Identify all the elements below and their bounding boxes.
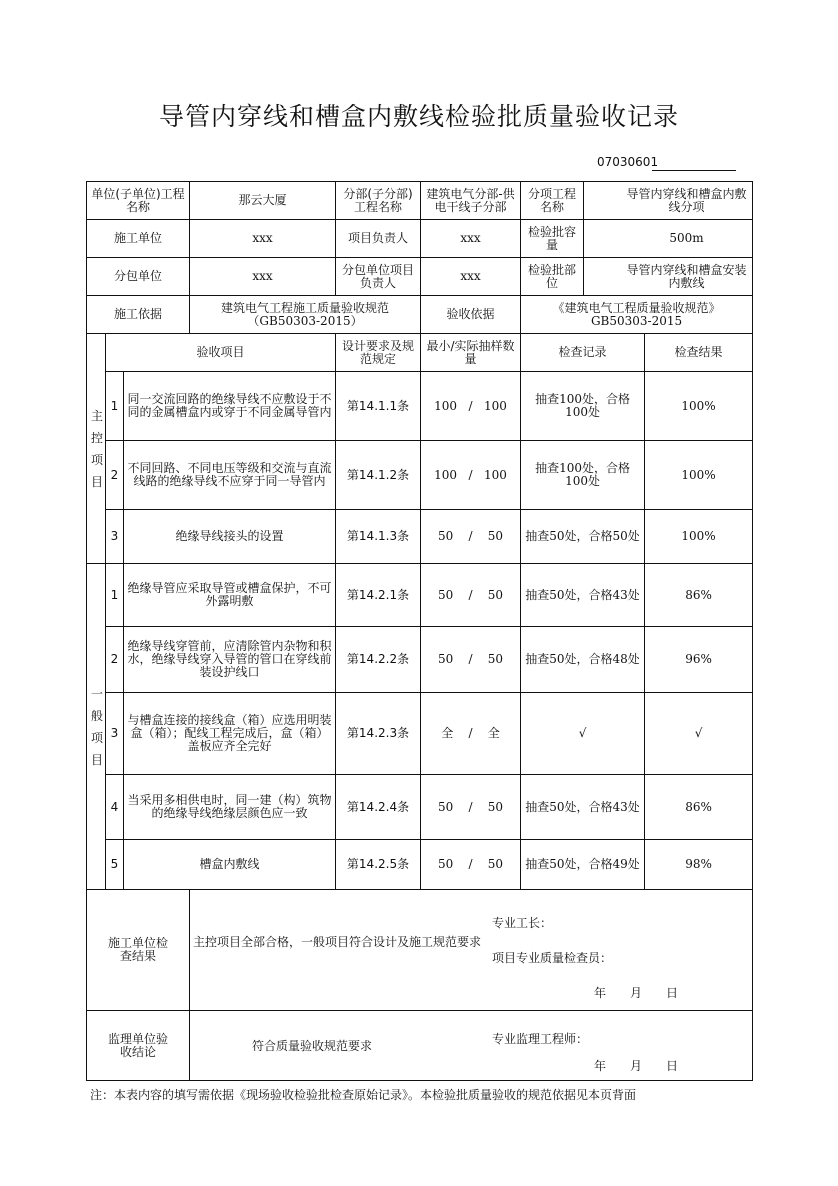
item-text: 当采用多相供电时，同一建（构）筑物的绝缘导线绝缘层颜色应一致 [124, 775, 336, 840]
table-row [87, 564, 753, 627]
item-clause: 第14.2.4条 [336, 775, 421, 840]
item-result: 100% [645, 372, 753, 441]
item-text: 绝缘导线穿管前，应清除管内杂物和积水，绝缘导线穿入导管的管口在穿线前装设护线口 [124, 627, 336, 693]
item-sample: 100 / 100 [421, 441, 521, 510]
item-sample: 50 / 50 [421, 775, 521, 840]
item-record: 抽查100处，合格100处 [521, 441, 645, 510]
supervisor-check-block [190, 1011, 753, 1081]
item-record: 抽查50处，合格48处 [521, 627, 645, 693]
capacity-label: 检验批容量 [521, 220, 584, 258]
item-text: 与槽盒连接的接线盒（箱）应选用明装盒（箱）；配线工程完成后，盒（箱）盖板应齐全完好 [124, 693, 336, 775]
unit-project-value: 那云大厦 [190, 182, 336, 220]
col-design-header: 设计要求及规范规定 [336, 334, 421, 372]
item-text: 同一交流回路的绝缘导线不应敷设于不同的金属槽盒内或穿于不同金属导管内 [124, 372, 336, 441]
contractor-label: 施工单位 [87, 220, 190, 258]
item-text: 绝缘导管应采取导管或槽盒保护，不可外露明敷 [124, 564, 336, 627]
item-record: 抽查50处，合格43处 [521, 775, 645, 840]
table-row [87, 840, 753, 890]
item-no: 3 [106, 693, 124, 775]
item-no: 4 [106, 775, 124, 840]
item-clause: 第14.2.1条 [336, 564, 421, 627]
table-row [87, 510, 753, 564]
item-record: 抽查50处，合格43处 [521, 564, 645, 627]
item-result: 100% [645, 510, 753, 564]
item-text: 绝缘导线接头的设置 [124, 510, 336, 564]
item-clause: 第14.1.3条 [336, 510, 421, 564]
item-result: 96% [645, 627, 753, 693]
item-clause: 第14.1.1条 [336, 372, 421, 441]
item-no: 1 [106, 564, 124, 627]
acceptance-basis-value: 《建筑电气工程质量验收规范》GB50303-2015 [521, 296, 753, 334]
form-code-underline [652, 170, 736, 171]
form-code: 07030601 [597, 155, 659, 169]
inspection-form [86, 181, 753, 1081]
item-sample: 50 / 50 [421, 510, 521, 564]
main-group-label: 主控项目 [87, 334, 106, 564]
supervisor-check-text: 符合质量验收规范要求 [252, 1039, 373, 1053]
acceptance-basis-label: 验收依据 [421, 296, 521, 334]
item-record: 抽查50处，合格50处 [521, 510, 645, 564]
sub-pm-label: 分包单位项目负责人 [336, 258, 421, 296]
item-sample: 50 / 50 [421, 627, 521, 693]
inspector-label: 项目专业质量检查员： [492, 951, 613, 965]
sub-pm-value: xxx [421, 258, 521, 296]
table-row [87, 693, 753, 775]
item-sample: 50 / 50 [421, 840, 521, 890]
table-row [87, 775, 753, 840]
item-sample: 100 / 100 [421, 372, 521, 441]
item-no: 3 [106, 510, 124, 564]
item-sample: 50 / 50 [421, 564, 521, 627]
capacity-value: 500m [584, 220, 753, 258]
col-record-header: 检查记录 [521, 334, 645, 372]
table-row [87, 441, 753, 510]
item-result: 86% [645, 564, 753, 627]
part-label: 检验批部位 [521, 258, 584, 296]
supervisor-check-label: 监理单位验收结论 [87, 1011, 190, 1081]
col-item-header: 验收项目 [106, 334, 336, 372]
item-clause: 第14.2.5条 [336, 840, 421, 890]
table-row [87, 372, 753, 441]
item-result: √ [645, 693, 753, 775]
unit-project-label: 单位(子单位)工程名称 [87, 182, 190, 220]
item-text: 槽盒内敷线 [124, 840, 336, 890]
contractor-check-text: 主控项目全部合格，一般项目符合设计及施工规范要求 [193, 935, 482, 949]
division-label: 分部(子分部)工程名称 [336, 182, 421, 220]
item-clause: 第14.1.2条 [336, 441, 421, 510]
item-record: 抽查50处，合格49处 [521, 840, 645, 890]
item-clause: 第14.2.2条 [336, 627, 421, 693]
division-value: 建筑电气分部-供电干线子分部 [421, 182, 521, 220]
subitem-label: 分项工程名称 [521, 182, 584, 220]
contractor-date: 年 月 日 [594, 986, 685, 1000]
item-no: 5 [106, 840, 124, 890]
item-record: √ [521, 693, 645, 775]
item-text: 不同回路、不同电压等级和交流与直流线路的绝缘导线不应穿于同一导管内 [124, 441, 336, 510]
contractor-check-label: 施工单位检查结果 [87, 890, 190, 1011]
basis-value: 建筑电气工程施工质量验收规范（GB50303-2015） [190, 296, 421, 334]
item-result: 98% [645, 840, 753, 890]
col-result-header: 检查结果 [645, 334, 753, 372]
item-no: 2 [106, 627, 124, 693]
pm-label: 项目负责人 [336, 220, 421, 258]
subcontractor-value: xxx [190, 258, 336, 296]
table-row [87, 627, 753, 693]
item-no: 1 [106, 372, 124, 441]
item-no: 2 [106, 441, 124, 510]
page-title: 导管内穿线和槽盒内敷线检验批质量验收记录 [158, 102, 679, 131]
col-sample-header: 最小/实际抽样数量 [421, 334, 521, 372]
general-group-label: 一般项目 [87, 564, 106, 890]
subcontractor-label: 分包单位 [87, 258, 190, 296]
supervisor-date: 年 月 日 [594, 1059, 685, 1073]
contractor-value: xxx [190, 220, 336, 258]
engineer-label: 专业监理工程师： [492, 1032, 589, 1046]
item-clause: 第14.2.3条 [336, 693, 421, 775]
footnote: 注：本表内容的填写需依据《现场验收检验批检查原始记录》。本检验批质量验收的规范依据见本页背面 [90, 1088, 637, 1102]
subitem-value: 导管内穿线和槽盒内敷线分项 [584, 182, 753, 220]
part-value: 导管内穿线和槽盒安装内敷线 [584, 258, 753, 296]
item-sample: 全 / 全 [421, 693, 521, 775]
item-record: 抽查100处，合格100处 [521, 372, 645, 441]
basis-label: 施工依据 [87, 296, 190, 334]
item-result: 100% [645, 441, 753, 510]
contractor-check-block [190, 890, 753, 1011]
foreman-label: 专业工长： [492, 916, 553, 930]
item-result: 86% [645, 775, 753, 840]
pm-value: xxx [421, 220, 521, 258]
